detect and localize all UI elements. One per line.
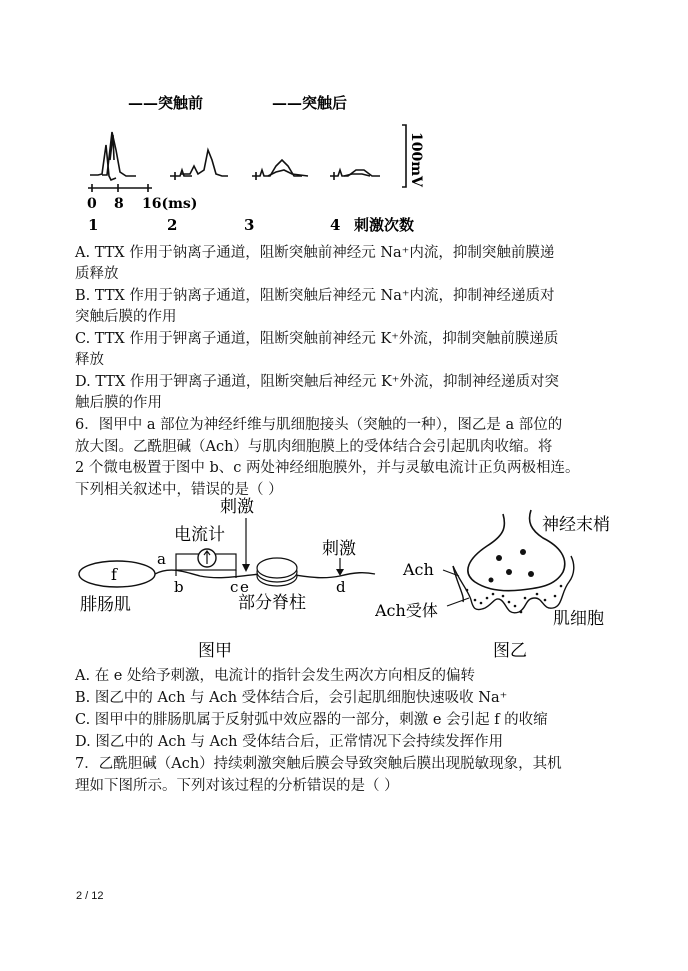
jia-caption: 图甲 — [198, 641, 232, 661]
muscle-label: 腓肠肌 — [80, 595, 131, 615]
vesicles — [489, 549, 535, 583]
figure-action-potentials — [80, 90, 440, 240]
figure-yi-svg — [375, 500, 650, 664]
q5-option-c-line2: 释放 — [75, 352, 104, 368]
point-b: b — [174, 578, 184, 596]
receptor-label: Ach受体 — [375, 601, 438, 620]
figure-yi — [375, 500, 650, 664]
tick-0: 0 — [87, 196, 97, 212]
muscle-letter: f — [111, 565, 117, 584]
trace-4 — [330, 170, 380, 180]
stim-label: 刺激次数 — [354, 216, 415, 234]
trace-1 — [90, 132, 136, 180]
q6-stem-line3: 2 个微电极置于图中 b、c 两处神经细胞膜外，并与灵敏电流计正负两极相连。 — [75, 460, 580, 476]
q6-stem-line4: 下列相关叙述中，错误的是（ ） — [75, 482, 283, 498]
muscle-membrane — [453, 556, 574, 613]
q5-option-c-line1: C. TTX 作用于钾离子通道，阻断突触前神经元 K⁺外流，抑制突触前膜递质 — [75, 331, 559, 347]
tick-8: 8 — [114, 196, 124, 212]
q7-stem-line1: 7．乙酰胆碱（Ach）持续刺激突触后膜会导致突触后膜出现脱敏现象，其机 — [75, 756, 562, 772]
stim-num-1: 1 — [88, 216, 99, 234]
muscle-ellipse — [79, 561, 155, 587]
q6-option-d: D. 图乙中的 Ach 与 Ach 受体结合后，正常情况下会持续发挥作用 — [75, 734, 504, 750]
stim-label-2: 刺激 — [322, 539, 356, 559]
tick-16: 16(ms) — [142, 196, 198, 212]
yi-caption: 图乙 — [493, 641, 527, 661]
legend-pre: ——突触前 — [128, 94, 204, 112]
stim-num-2: 2 — [167, 216, 178, 234]
figure-jia-svg — [70, 492, 380, 664]
q5-option-b-line2: 突触后膜的作用 — [75, 309, 177, 325]
spine-label: 部分脊柱 — [238, 593, 306, 613]
action-potential-svg — [80, 90, 440, 240]
nerve-ending-label: 神经末梢 — [542, 515, 610, 535]
q6-option-b: B. 图乙中的 Ach 与 Ach 受体结合后，会引起肌细胞快速吸收 Na⁺ — [75, 690, 508, 706]
point-d: d — [336, 578, 346, 596]
stim-arrow-1-icon — [242, 564, 250, 572]
q5-option-a-line2: 质释放 — [75, 266, 119, 282]
stim-num-4: 4 — [330, 216, 341, 234]
scale-label: 100mV — [408, 132, 424, 187]
point-a: a — [157, 550, 166, 568]
q6-option-c: C. 图甲中的腓肠肌属于反射弧中效应器的一部分，刺激 e 会引起 f 的收缩 — [75, 712, 548, 728]
q6-option-a: A. 在 e 处给予刺激，电流计的指针会发生两次方向相反的偏转 — [75, 668, 475, 684]
trace-3 — [252, 160, 308, 180]
point-e: e — [240, 578, 249, 596]
legend-post: ——突触后 — [272, 94, 348, 112]
q6-stem-line1: 6．图甲中 a 部位为神经纤维与肌细胞接头（突触的一种），图乙是 a 部位的 — [75, 417, 563, 433]
ach-label: Ach — [403, 560, 434, 579]
meter-label: 电流计 — [174, 525, 225, 545]
figure-jia — [70, 492, 380, 664]
spinal-cord — [257, 558, 297, 586]
trace-2 — [170, 150, 228, 180]
q5-option-b-line1: B. TTX 作用于钠离子通道，阻断突触后神经元 Na⁺内流，抑制神经递质对 — [75, 288, 555, 304]
time-axis — [88, 184, 152, 192]
stim-label-1: 刺激 — [220, 497, 254, 517]
page-number: 2 / 12 — [76, 890, 104, 902]
muscle-cell-label: 肌细胞 — [553, 609, 604, 629]
q5-option-d-line2: 触后膜的作用 — [75, 395, 162, 411]
q5-option-a-line1: A. TTX 作用于钠离子通道，阻断突触前神经元 Na⁺内流，抑制突触前膜递 — [75, 245, 555, 261]
q5-option-d-line1: D. TTX 作用于钾离子通道，阻断突触后神经元 K⁺外流，抑制神经递质对突 — [75, 374, 559, 390]
stim-num-3: 3 — [244, 216, 255, 234]
q6-stem-line2: 放大图。乙酰胆碱（Ach）与肌肉细胞膜上的受体结合会引起肌肉收缩。将 — [75, 439, 553, 455]
point-c: c — [230, 578, 239, 596]
q7-stem-line2: 理如下图所示。下列对该过程的分析错误的是（ ） — [75, 778, 399, 794]
